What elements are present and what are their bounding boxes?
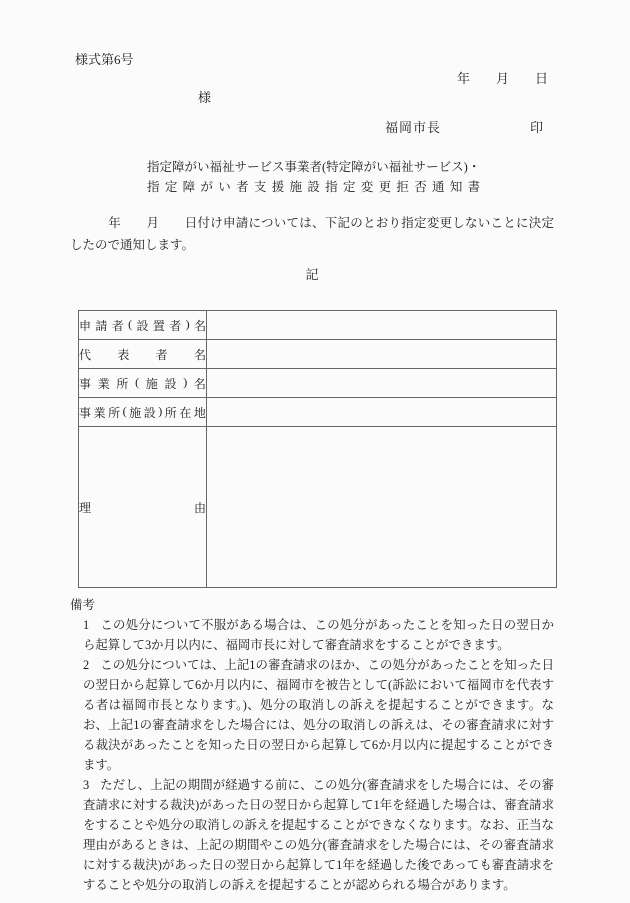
row-label [79,340,207,369]
note-text: この処分については、上記1の審査請求のほか、この処分があったことを知った日の翌日から起算して6か月以内に、福岡市を被告として(訴訟において福岡市を代表する者は福岡市長となります。)、処分の取消しの訴えを提起することができます。なお、上記1の審査請求をした場合には、処分の取消しの訴えは、その審査請求に対する裁決があったことを知った日の翌日から起算して6か月以内に提起することができます。 [83,658,554,772]
document-title [147,157,480,197]
notes-section [70,595,554,895]
row-label [79,369,207,398]
row-label-text: 事 業 所 ( 施 設 ) 名 [79,374,206,391]
seal-mark: 印 [530,120,544,135]
note-text: この処分について不服がある場合は、この処分があったことを知った日の翌日から起算して3か月以内に、福岡市長に対して審査請求をすることができます。 [83,618,554,652]
row-value [207,340,557,369]
form-number: 様式第6号 [75,52,134,67]
row-value [207,311,557,340]
record-heading: 記 [305,267,319,282]
row-label [79,398,207,427]
note-item-2 [70,655,554,775]
note-text: ただし、上記の期間が経過する前に、この処分(審査請求をした場合には、その審査請求に対する裁決)があった日の翌日から起算して1年を経過した場合は、審査請求をすることや処分の取消しの訴えを提起することができなくなります。なお、正当な理由があるときは、上記の期間やこの処分(審査請求をした場合には、その審査請求に対する裁決)があった日の翌日から起算して1年を経過した後であっても審査請求をすることや処分の取消しの訴えを提起することが認められる場合があります。 [83,778,554,892]
note-number: 2 [83,658,90,672]
row-value [207,398,557,427]
row-label-text: 理 由 [79,500,206,515]
row-value [207,369,557,398]
note-number: 3 [83,778,90,792]
row-label-text: 代 表 者 名 [79,347,206,362]
title-line-2: 指 定 障 が い 者 支 援 施 設 指 定 変 更 拒 否 通 知 書 [147,180,481,194]
table-row-office-name [79,369,557,398]
table-row-applicant-name [79,311,557,340]
notes-heading: 備考 [70,598,95,612]
row-value [207,427,557,588]
addressee-honorific: 様 [198,90,212,105]
title-line-1: 指定障がい福祉サービス事業者(特定障がい福祉サービス)・ [147,160,481,174]
note-item-1 [70,615,554,655]
applicant-table [78,310,557,588]
note-number: 1 [83,618,90,632]
row-label-text: 事 業 所 ( 施 設 ) 所 在 地 [79,403,206,420]
body-paragraph: 年 月 日付け申請については、下記のとおり指定変更しないことに決定したので通知します。 [70,216,554,252]
row-label-text: 申 請 者 ( 設 置 者 ) 名 [79,316,206,333]
issuer-name: 福岡市長 [385,120,442,135]
row-label [79,311,207,340]
note-item-3 [70,775,554,895]
table-row-reason [79,427,557,588]
row-label [79,427,207,588]
issue-date-line: 年 月 日 [457,71,549,86]
table-row-office-address [79,398,557,427]
table-row-representative-name [79,340,557,369]
